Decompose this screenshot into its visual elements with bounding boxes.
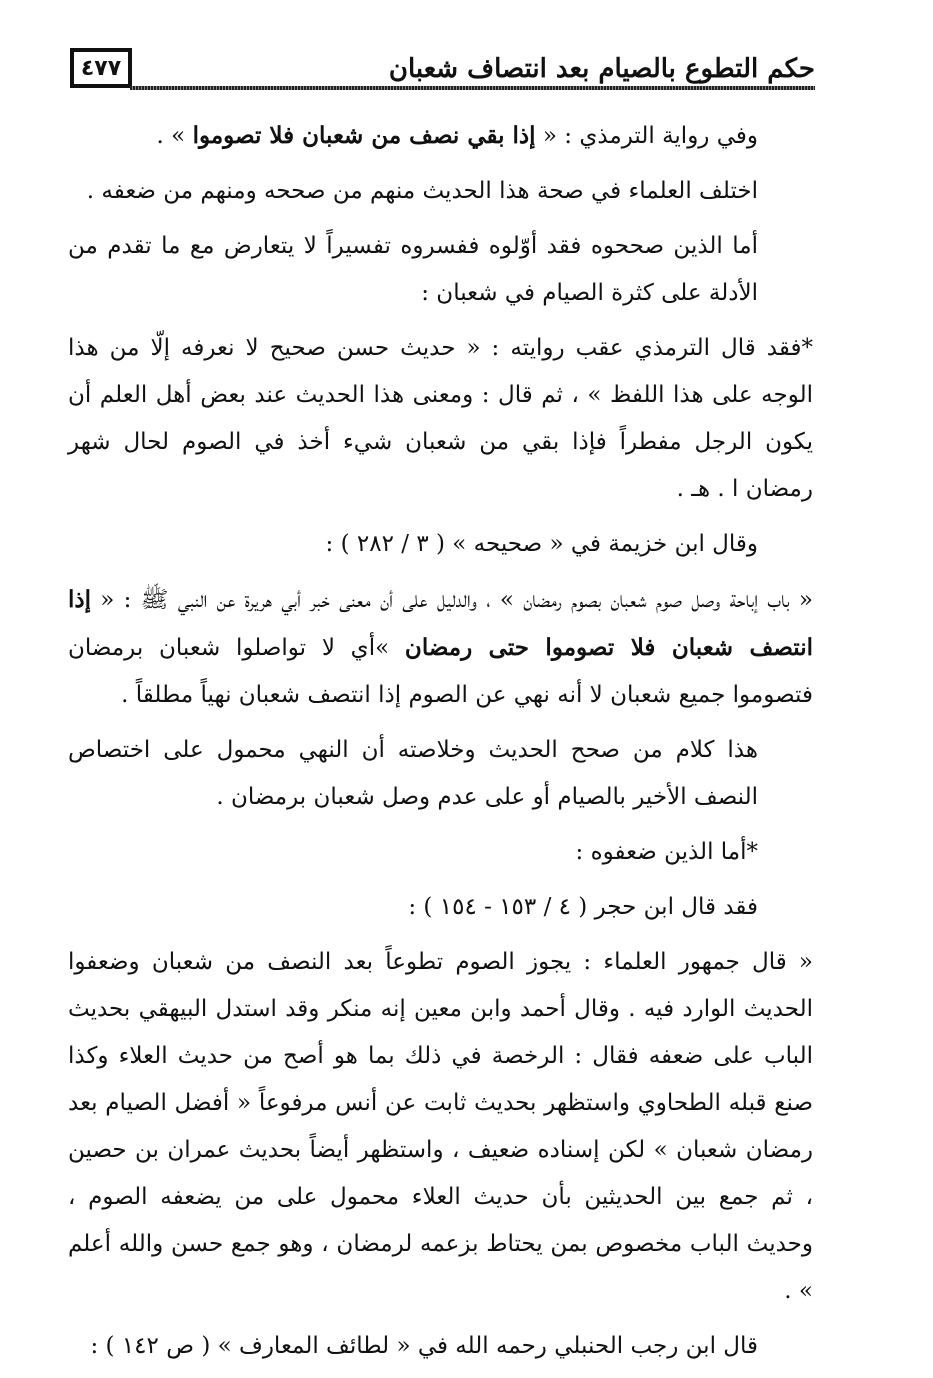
text-run: وفي رواية الترمذي : «: [535, 123, 758, 149]
paragraph-scholars-differ: اختلف العلماء في صحة هذا الحديث منهم من صححه ومنهم من ضعفه .: [86, 178, 758, 204]
running-title: حكم التطوع بالصيام بعد انتصاف شعبان: [388, 54, 815, 84]
paragraph-weakeners-heading: *أما الذين ضعفوه :: [575, 839, 758, 865]
paragraph-ibn-khuzaymah: وقال ابن خزيمة في « صحيحه » ( ٣ / ٢٨٢ ) :: [325, 531, 758, 557]
page-number: ٤٧٧: [70, 48, 132, 88]
paragraph-ibn-rajab: قال ابن رجب الحنبلي رحمه الله في « لطائف المعارف » ( ص ١٤٢ ) :: [90, 1333, 758, 1359]
text-run: » .: [156, 123, 193, 149]
text-run: « باب إباحة وصل صوم شعبان بصوم رمضان » ، والدليل على أن معنى خبر أبي هريرة عن النبي ﷺ : «: [91, 587, 813, 613]
paragraph-summary: هذا كلام من صحح الحديث وخلاصته أن النهي محمول على اختصاص النصف الأخير بالصيام أو على عدم وصل شعبان برمضان .: [68, 737, 758, 810]
body-text: [68, 112, 813, 1378]
paragraph-majority-scholars: « قال جمهور العلماء : يجوز الصوم تطوعاً بعد النصف من شعبان وضعفوا الحديث الوارد فيه . وقال أحمد وابن معين إنه منكر وقد استدل البيهقي بحديث الباب على ضعفه فقال : الرخصة في ذلك بما هو أصح من حديث العلاء وكذا صنع قبله الطحاوي واستظهر بحديث ثابت عن أنس مرفوعاً « أفضل الصيام بعد رمضان شعبان » لكن إسناده ضعيف ، واستظهر أيضاً بحديث عمران بن حصين ، ثم جمع بين الحديثين بأن حديث العلاء محمول على من يضعفه الصوم ، وحديث الباب مخصوص بمن يحتاط بزعمه لرمضان ، وهو جمع حسن والله أعلم » .: [68, 949, 813, 1304]
paragraph-tirmidhi-comment: *فقد قال الترمذي عقب روايته : « حديث حسن صحيح لا نعرفه إلّا من هذا الوجه على هذا اللفظ » ، ثم قال : ومعنى هذا الحديث عند بعض أهل العلم أن يكون الرجل مفطراً فإذا بقي من شعبان شيء أخذ في الصوم لحال شهر رمضان ا . هـ .: [68, 335, 813, 502]
paragraph-ibn-hajar: فقد قال ابن حجر ( ٤ / ١٥٣ - ١٥٤ ) :: [408, 894, 758, 920]
hadith-quote: إذا انتصف شعبان فلا تصوموا حتى رمضان: [68, 586, 814, 661]
header-rule: [130, 86, 815, 90]
paragraph-tirmidhi-narration: [68, 112, 813, 160]
text-run: »أي لا تواصلوا شعبان برمضان فتصوموا جميع شعبان لا أنه نهي عن الصوم إذا انتصف شعبان نهياً مطلقاً .: [68, 635, 813, 708]
paragraph-bab-ibahah: [68, 576, 813, 719]
page-header: [70, 42, 815, 92]
paragraph-authenticators: أما الذين صححوه فقد أوّلوه ففسروه تفسيراً لا يتعارض مع ما تقدم من الأدلة على كثرة الصيام في شعبان :: [68, 233, 758, 306]
hadith-quote: إذا بقي نصف من شعبان فلا تصوموا: [192, 122, 536, 149]
